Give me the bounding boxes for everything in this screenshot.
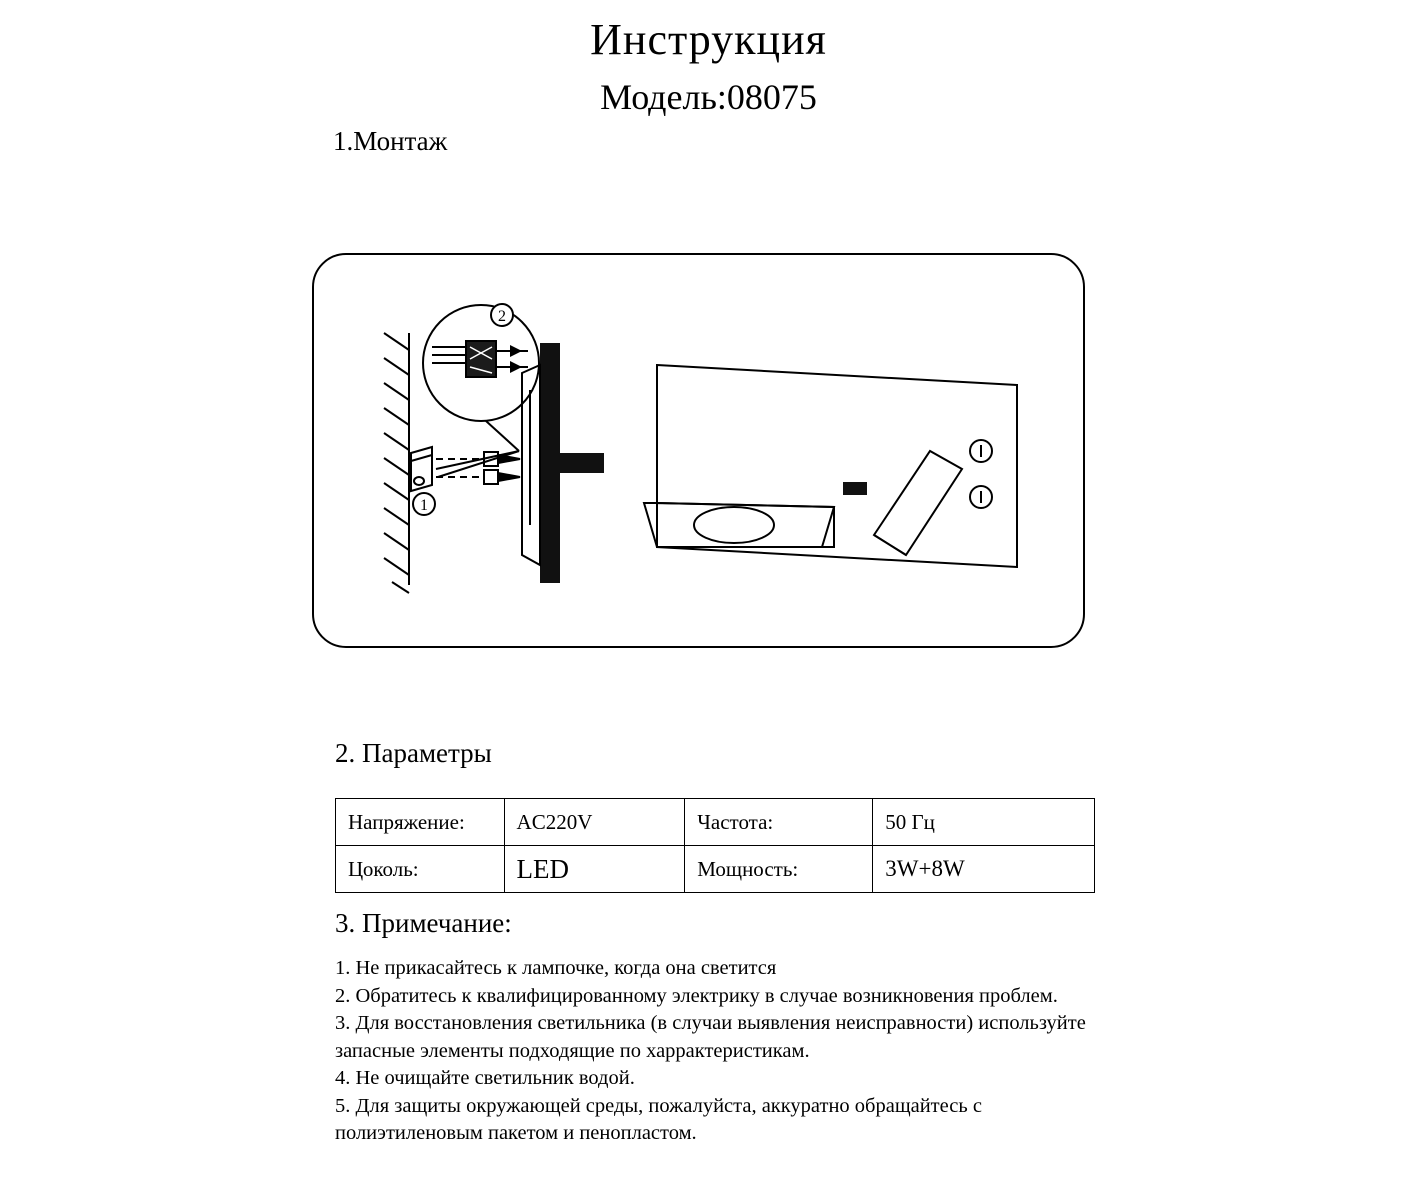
note-item: 5. Для защиты окружающей среды, пожалуйста, аккуратно обращайтесь с полиэтиленовым пакетом и пенопластом. — [335, 1094, 982, 1144]
page-title: Инструкция — [590, 15, 827, 64]
section-heading-mounting: 1.Монтаж — [333, 126, 448, 156]
note-item: 3. Для восстановления светильника (в случаи выявления неисправности) используйте запасные элементы подходящие по харрактеристикам. — [335, 1012, 1086, 1062]
section-heading-parameters: 2. Параметры — [335, 738, 492, 768]
param-value-frequency: 50 Гц — [873, 799, 1095, 846]
param-label-socket: Цоколь: — [336, 846, 505, 893]
callout-label-1: 1 — [420, 497, 428, 514]
table-row — [336, 799, 1095, 846]
section-heading-notes: 3. Примечание: — [335, 908, 512, 938]
notes-list — [335, 955, 1125, 1148]
parameters-table — [335, 798, 1095, 893]
param-value-voltage: AC220V — [504, 799, 685, 846]
param-label-voltage: Напряжение: — [336, 799, 505, 846]
table-row — [336, 846, 1095, 893]
param-value-socket: LED — [504, 846, 685, 893]
param-label-frequency: Частота: — [685, 799, 873, 846]
param-value-power: 3W+8W — [873, 846, 1095, 893]
mounting-diagram — [312, 253, 1085, 648]
param-label-power: Мощность: — [685, 846, 873, 893]
callout-label-2: 2 — [498, 308, 506, 325]
note-item: 4. Не очищайте светильник водой. — [335, 1067, 635, 1089]
note-item: 2. Обратитесь к квалифицированному электрику в случае возникновения проблем. — [335, 984, 1058, 1007]
note-item: 1. Не прикасайтесь к лампочке, когда она светится — [335, 957, 777, 979]
model-line: Модель:08075 — [600, 77, 817, 117]
mounting-diagram-svg — [314, 255, 1083, 646]
